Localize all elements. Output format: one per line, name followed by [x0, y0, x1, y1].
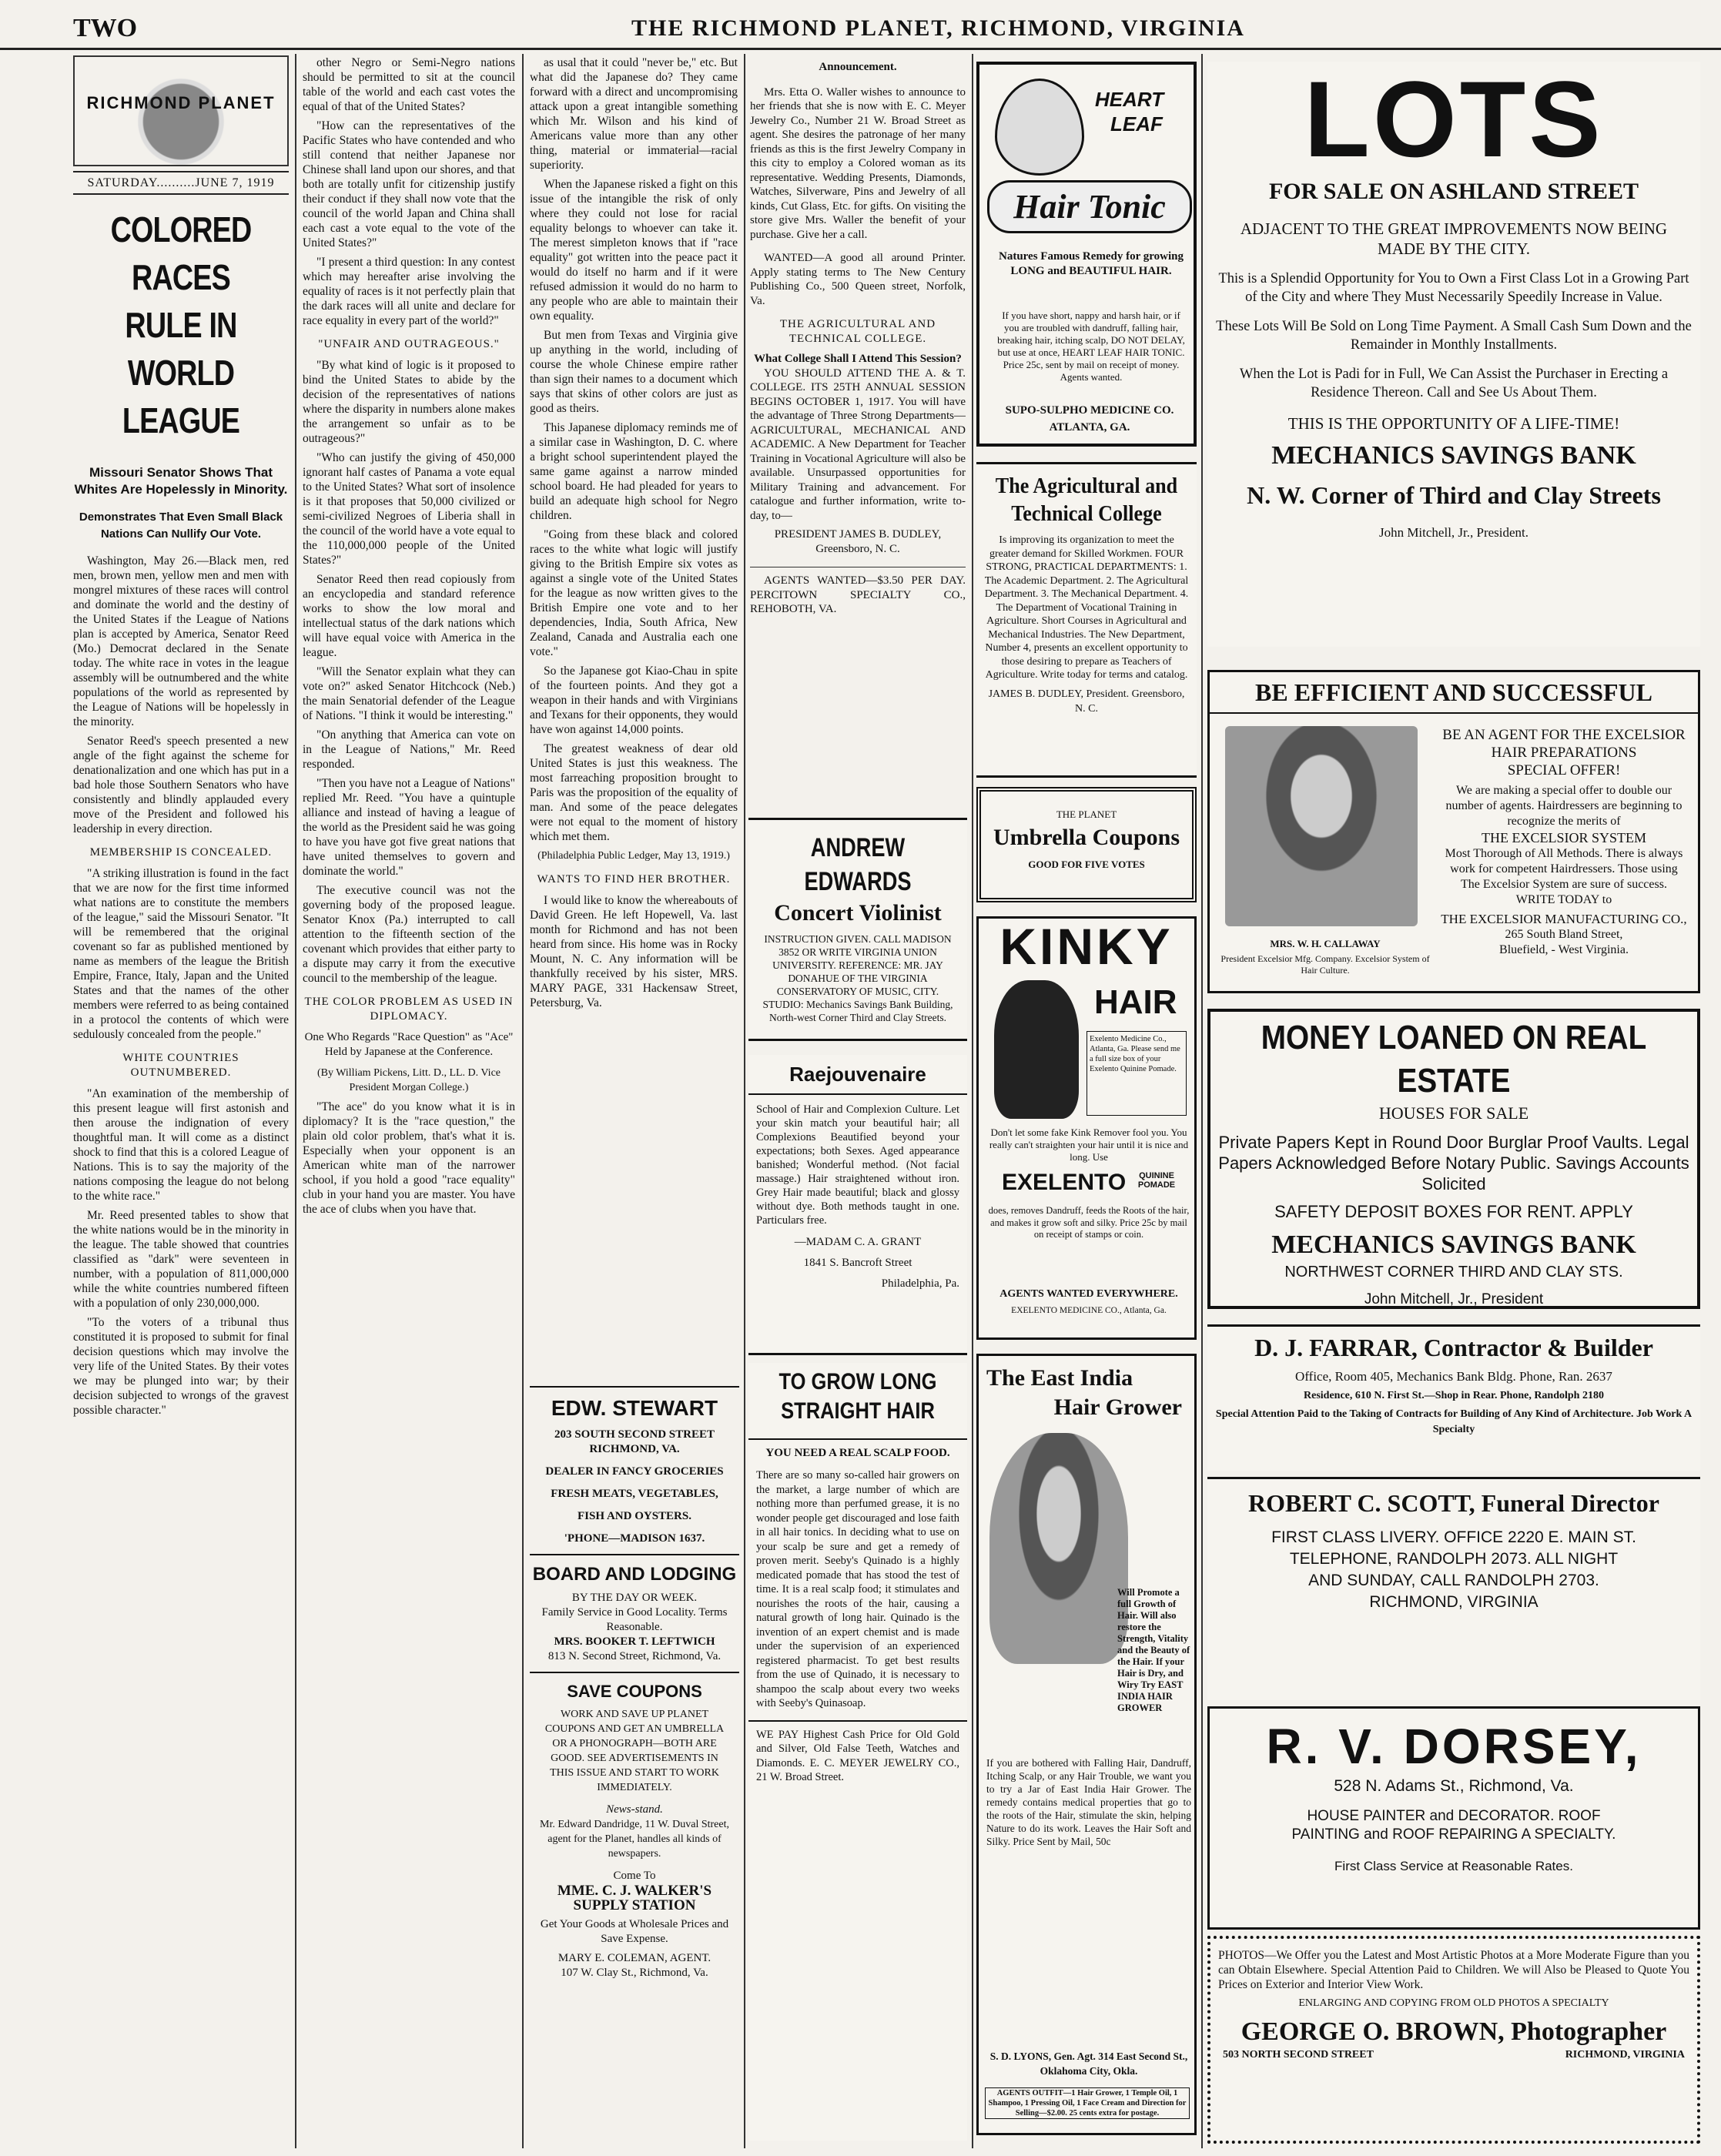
- paragraph: Mrs. Etta O. Waller wishes to announce to her friends that she is now with E. C. Meyer Jewelry Co., Number 21 W. Broad Street as agent. She desires the patronage of her many friends as this is the first Jewelry Company in this city to employ a Colored woman as its representative. Wedding Presents, Diamonds, Watches, Silverware, Pins and Jewelry of all kinds, Cut Glass, Etc. for gifts. On visiting the store give Mrs. Waller the benefit of your purchase. Give her a call.: [750, 85, 966, 241]
- excelsior-ad: [1207, 670, 1700, 993]
- east-india-ad: [976, 1354, 1197, 2135]
- ad-line: Don't let some fake Kink Remover fool you. You really can't straighten your hair until it is nice and long. Use: [989, 1127, 1189, 1163]
- ad-line: —MADAM C. A. GRANT: [794, 1236, 922, 1248]
- ad-line: Family Service in Good Locality. Terms Reasonable.: [541, 1606, 728, 1633]
- portrait-caption: President Excelsior Mfg. Company. Excelsior System of Hair Culture.: [1220, 953, 1430, 976]
- ad-title: BE EFFICIENT AND SUCCESSFUL: [1210, 677, 1698, 714]
- ad-body: does, removes Dandruff, feeds the Roots of the hair, and makes it grow soft and silky. Price 25c by mail on receipt of stamps or coin.: [988, 1205, 1190, 1240]
- subheading: "UNFAIR AND OUTRAGEOUS.": [318, 338, 500, 350]
- deck: Missouri Senator Shows That Whites Are Hopelessly in Minority.: [74, 465, 288, 497]
- paragraph: The executive council was not the governing body of the proposed league. Senator Knox (Pa.) interrupted to call attention to the fifteenth section of the covenant which provides that either party to a dispute may carry it from the executive council to the membership of the league.: [303, 884, 515, 985]
- planet-logo: [73, 55, 289, 166]
- ad-title: GEORGE O. BROWN, Photographer: [1241, 2017, 1667, 2046]
- ad-title: SAVE COUPONS: [567, 1682, 702, 1701]
- deck: Demonstrates That Even Small Black Nations Can Nullify Our Vote.: [79, 511, 283, 541]
- ad-line: John Mitchell, Jr., President.: [1378, 525, 1529, 540]
- ad-line: EXELENTO MEDICINE CO., Atlanta, Ga.: [1011, 1306, 1167, 1315]
- column-rule: [1201, 54, 1203, 2148]
- ad-body: If you are bothered with Falling Hair, Dandruff, Itching Scalp, or any Hair Trouble, we want you to try a Jar of East India Hair Grower. The remedy contains medical properties that go to the roots of the Hair, stimulate the skin, helping Nature to do its work. Leaves the Hair Soft and Silky. Price Sent by Mail, 50c: [986, 1757, 1191, 1847]
- ad-line: AGENTS WANTED EVERYWHERE.: [999, 1288, 1178, 1300]
- edwards-ad: [748, 818, 967, 1041]
- ad-line: John Mitchell, Jr., President: [1364, 1291, 1544, 1307]
- ad-line: ATLANTA, GA.: [1049, 421, 1130, 434]
- ad-line: SPECIAL OFFER!: [1507, 762, 1621, 778]
- column-3-ads: [530, 1386, 739, 2056]
- ad-line: Will Promote a full Growth of Hair. Will also restore the Strength, Vitality and the Beauty of the Hair. If your Hair is Dry, and Wiry Try EAST INDIA HAIR GROWER: [1117, 1587, 1190, 1713]
- ad-footer: WE PAY Highest Cash Price for Old Gold and Silver, Old False Teeth, Watches and Diamonds. E. C. MEYER JEWELRY CO., 21 W. Broad Street.: [748, 1720, 967, 1785]
- ad-line: Most Thorough of All Methods. There is always work for competent Hairdressers. Those using The Excelsior System are sure of success. WRITE TODAY to: [1445, 847, 1683, 906]
- ad-title: BOARD AND LODGING: [532, 1564, 737, 1585]
- ad-line: RICHMOND, VIRGINIA: [1369, 1593, 1539, 1611]
- deck: One Who Regards "Race Question" as "Ace" Held by Japanese at the Conference.: [304, 1031, 514, 1058]
- paragraph: "Will the Senator explain what they can vote on?" asked Senator Hitchcock (Neb.) the main Senatorial defender of the League of Nations. "I think it would be interesting.": [303, 665, 515, 722]
- ad-title: Hair Grower: [1053, 1394, 1182, 1420]
- ad-line: Bluefield, - West Virginia.: [1499, 943, 1629, 956]
- ad-line: These Lots Will Be Sold on Long Time Payment. A Small Cash Sum Down and the Remainder in Monthly Installments.: [1216, 319, 1692, 353]
- ad-title: D. J. FARRAR, Contractor & Builder: [1254, 1334, 1653, 1361]
- ad-line: BY THE DAY OR WEEK.: [571, 1592, 698, 1604]
- ad-title: R. V. DORSEY,: [1266, 1719, 1642, 1774]
- portrait-caption: MRS. W. H. CALLAWAY: [1270, 938, 1381, 949]
- brand-name: Hair Tonic: [987, 180, 1192, 233]
- woman-portrait: [989, 1433, 1128, 1664]
- paragraph: YOU SHOULD ATTEND THE A. & T. COLLEGE. ITS 25TH ANNUAL SESSION BEGINS OCTOBER 1, 1917. You will have the advantage of Three Strong Departments—AGRICULTURAL, MECHANICAL AND ACADEMIC. A New Department for Teacher Training in Vocational Agriculture will also be available. Unsurpassed opportunities for Military Training and advancement. For catalogue and further information, write to-day, to—: [750, 367, 966, 522]
- ad-title: ROBERT C. SCOTT, Funeral Director: [1248, 1489, 1659, 1517]
- paragraph: I would like to know the whereabouts of David Green. He left Hopewell, Va. last month for Richmond and has not been heard from since. His home was in Rocky Mount, N. C. Any information will be thankfully received by his sister, MRS. MARY PAGE, 331 Hackensaw Street, Petersburg, Va.: [530, 894, 738, 1009]
- masthead: [0, 0, 1721, 50]
- newspaper-title: THE RICHMOND PLANET, RICHMOND, VIRGINIA: [631, 15, 1245, 41]
- column-rule: [744, 54, 745, 2148]
- ad-line: TELEPHONE, RANDOLPH 2073. ALL NIGHT: [1289, 1550, 1619, 1568]
- brown-photographer-ad: [1207, 1936, 1700, 2144]
- ad-line: Private Papers Kept in Round Door Burglar Proof Vaults. Legal Papers Acknowledged Before Notary Public. Savings Accounts Solicited: [1218, 1133, 1689, 1194]
- paragraph: other Negro or Semi-Negro nations should be permitted to sit at the council table of the world and each cast votes the equal of that of the United States?: [303, 56, 515, 113]
- ad-line: MRS. BOOKER T. LEFTWICH: [554, 1635, 715, 1648]
- money-loaned-ad: [1207, 1009, 1700, 1309]
- portrait: [1225, 726, 1418, 926]
- paragraph: WANTED—A good all around Printer. Apply stating terms to The New Century Publishing Co., 500 Queen street, Norfolk, Va.: [750, 252, 966, 307]
- ad-title: Umbrella Coupons: [993, 825, 1180, 850]
- ad-line: THIS IS THE OPPORTUNITY OF A LIFE-TIME!: [1287, 414, 1620, 433]
- ad-body: INSTRUCTION GIVEN. CALL MADISON 3852 OR WRITE VIRGINIA UNION UNIVERSITY. REFERENCE: MR. JAY DONAHUE OF THE VIRGINIA CONSERVATORY OF MUSIC, CITY. STUDIO: Mechanics Savings Bank Building, North-west Corner Third and Clay Streets.: [762, 933, 953, 1023]
- headline: COLORED RACES RULE IN WORLD LEAGUE: [110, 209, 252, 440]
- ad-line: 528 N. Adams St., Richmond, Va.: [1334, 1777, 1574, 1795]
- ad-line: 203 SOUTH SECOND STREET: [554, 1428, 715, 1441]
- column-rule: [522, 54, 524, 2148]
- ad-body: [1433, 726, 1695, 958]
- ad-line: First Class Service at Reasonable Rates.: [1334, 1859, 1573, 1873]
- subheading: MEMBERSHIP IS CONCEALED.: [89, 846, 273, 859]
- ad-title: ANDREW EDWARDS: [804, 833, 912, 896]
- order-coupon: Exelento Medicine Co., Atlanta, Ga. Please send me a full size box of your Exelento Quinine Pomade.: [1087, 1031, 1187, 1116]
- ad-line: Natures Famous Remedy for growing LONG and BEAUTIFUL HAIR.: [999, 250, 1184, 277]
- ad-line: When the Lot is Padi for in Full, We Can Assist the Purchaser in Erecting a Residence Thereon. Call and See Us About Them.: [1239, 367, 1669, 400]
- paragraph: "Going from these black and colored races to the white what logic will justify giving to the British Empire six votes as against a single vote of the United States for the league as now written gives to the British Empire one vote and to her dependencies, India, South Africa, New Zealand, Canada and Australia each one vote.": [530, 528, 738, 658]
- ad-line: MARY E. COLEMAN, AGENT.: [557, 1952, 712, 1964]
- ad-line: RICHMOND, VA.: [589, 1443, 680, 1455]
- ad-line: YOU NEED A REAL SCALP FOOD.: [748, 1438, 967, 1461]
- subheading: THE COLOR PROBLEM AS USED IN DIPLOMACY.: [304, 996, 514, 1023]
- ad-title: STRAIGHT HAIR: [781, 1398, 935, 1424]
- dorsey-ad: [1207, 1706, 1700, 1930]
- ag-tech-ad: [976, 462, 1197, 778]
- ad-line: NORTHWEST CORNER THIRD AND CLAY STS.: [1284, 1264, 1623, 1281]
- ad-line: RICHMOND, VIRGINIA: [1565, 2049, 1685, 2061]
- raejouvenaire-ad: [748, 1055, 967, 1355]
- paragraph: But men from Texas and Virginia give up anything in the world, including of course the whole Chinese empire rather than sign their names to a document which says that skins of other colors are just as good as theirs.: [530, 329, 738, 415]
- paragraph: When the Japanese risked a fight on this issue of the intangible the risk of only where they could not lose for racial equality belongs to whoever can take it. The merest simpleton knows that if "race equality" got written into the peace pact it would do itself no harm and if it were refused admission it would do no harm to any people who are able to maintain their own equality.: [530, 178, 738, 323]
- ad-line: ADJACENT TO THE GREAT IMPROVEMENTS NOW BEING MADE BY THE CITY.: [1240, 219, 1668, 258]
- ad-line: Office, Room 405, Mechanics Bank Bldg. Phone, Ran. 2637: [1295, 1369, 1612, 1384]
- paragraph: This Japanese diplomacy reminds me of a similar case in Washington, D. C. where a bright school superintendent played the same game against a narrow minded school board. He had pleaded for years to build an adequate high school for Negro children.: [530, 421, 738, 522]
- paragraph: Washington, May 26.—Black men, red men, brown men, yellow men and men with mongrel mixtures of these races will control and dominate the world and the destiny of the United States if the League of Nations plan is accepted by America, Senator Reed (Mo.) Democrat declared in the Senate today. The white race in votes in the league assembly will be outnumbered and the white populations of the world as represented by the League of Nations will be hopelessly in the minority.: [73, 554, 289, 728]
- ad-title: FOR SALE ON ASHLAND STREET: [1268, 179, 1639, 204]
- heart-leaf-ad: [976, 62, 1197, 447]
- paragraph: The greatest weakness of dear old United States is just this weakness. The most farreaching proposition brought to Paris was the proposition of the equality of man. And some of the peace delegates were not equal to the moment of history which met them.: [530, 742, 738, 843]
- column-1: [73, 55, 289, 2150]
- ad-line: Special Attention Paid to the Taking of Contracts for Building of Any Kind of Architecture. Job Work A Specialty: [1215, 1408, 1693, 1435]
- heart-icon: [995, 79, 1084, 176]
- ad-line: FRESH MEATS, VEGETABLES,: [551, 1488, 718, 1500]
- ad-address-row: [1210, 2049, 1697, 2061]
- ad-line: FISH AND OYSTERS.: [578, 1510, 691, 1522]
- board-ad: [530, 1555, 739, 1673]
- ad-title: The East India: [986, 1365, 1133, 1391]
- source: (Philadelphia Public Ledger, May 13, 1919.): [537, 850, 730, 862]
- ad-title: HAIR: [1094, 983, 1177, 1021]
- ad-title: MONEY LOANED ON REAL ESTATE: [1261, 1019, 1647, 1100]
- ad-title: HEART: [1095, 88, 1164, 111]
- ad-line: BE AN AGENT FOR THE EXCELSIOR HAIR PREPARATIONS: [1442, 727, 1686, 761]
- paragraph: Senator Reed's speech presented a new angle of the fight against the scheme for denationalization and one which has put in a bad hole those Southern Senators who have consistently and blindly applauded every move of the President and followed his leadership in every direction.: [73, 735, 289, 835]
- signature: PRESIDENT JAMES B. DUDLEY, Greensboro, N. C.: [774, 528, 942, 555]
- kinky-hair-ad: [976, 916, 1197, 1340]
- ad-line: THE EXCELSIOR MANUFACTURING CO.,: [1441, 912, 1687, 926]
- ad-body: If you have short, nappy and harsh hair, or if you are troubled with dandruff, falling hair, breaking hair, itching scalp, DO NOT DELAY, but use at once, HEART LEAF HAIR TONIC. Price 25c, sent by mail on receipt of money. Agents wanted.: [997, 310, 1185, 383]
- logo-text: RICHMOND PLANET: [86, 93, 276, 112]
- paragraph: as usal that it could "never be," etc. But what did the Japanese do? They came forward with a direct and uncompromising attack upon a great intangible something which Mr. Wilson and his kind of Americans value more than any other thing, material or immaterial—racial superiority.: [530, 56, 738, 172]
- paragraph: "By what kind of logic is it proposed to bind the United States to abide by the decision of the representatives of nations where the disparity in numbers alone makes the arrangement so unfair as to be outrageous?": [303, 359, 515, 445]
- brand-name: EXELENTO: [1002, 1170, 1127, 1195]
- ad-line: JAMES B. DUDLEY, President. Greensboro, N. C.: [988, 688, 1185, 715]
- woman-portrait: [994, 980, 1079, 1119]
- ad-line: This is a Splendid Opportunity for You to Own a First Class Lot in a Growing Part of the City and where They Must Necessarily Speedily Increase in Value.: [1218, 271, 1689, 305]
- column-rule: [295, 54, 296, 2148]
- ad-line: SUPO-SULPHO MEDICINE CO.: [1005, 404, 1174, 417]
- farrar-ad: [1207, 1324, 1700, 1471]
- ad-line: ENLARGING AND COPYING FROM OLD PHOTOS A SPECIALTY: [1298, 1997, 1609, 2009]
- scott-ad: [1207, 1477, 1700, 1700]
- ad-line: THE EXCELSIOR SYSTEM: [1481, 830, 1646, 845]
- lots-ad: [1207, 62, 1700, 647]
- paragraph: "A striking illustration is found in the fact that we are now for the first time informed what nations are to constitute the members of the league," said the Missouri Senator. "It will be remembered that the original covenant so far as published mentioned by name as members of the league the British Empire, France, Italy, Japan and the United States and that the names of the other members were referred to as being contained in a protocol the contents of which were sedulously concealed from the people.": [73, 867, 289, 1041]
- paragraph: "On anything that America can vote on in the League of Nations," Mr. Reed responded.: [303, 728, 515, 771]
- paragraph: Mr. Reed presented tables to show that the white nations would be in the minority in the league. The table showed that countries classified as "dark" were seventeen in number, with a population of 811,000,000 while the white countries numbered fifteen with a population of only 230,000,000.: [73, 1209, 289, 1310]
- ad-footer: AGENTS OUTFIT—1 Hair Grower, 1 Temple Oil, 1 Shampoo, 1 Pressing Oil, 1 Face Cream and Direction for Selling—$2.00. 25 cents extra for postage.: [985, 2087, 1190, 2119]
- ad-title: EDW. STEWART: [551, 1396, 718, 1420]
- ad-line: MME. C. J. WALKER'S SUPPLY STATION: [557, 1883, 712, 1913]
- grow-hair-ad: [748, 1363, 967, 2141]
- paragraph: "How can the representatives of the Pacific States who have contended and who still contend that neither Japanese nor Chinese shall land upon our shores, and that both are totally unfit for citizenship justify their conduct if they shall now vote that the council of the world Japan and China shall each cast a vote equal to the vote of the United States?": [303, 119, 515, 249]
- ad-line: FIRST CLASS LIVERY. OFFICE 2220 E. MAIN ST.: [1271, 1528, 1636, 1546]
- subheading: WHITE COUNTRIES OUTNUMBERED.: [122, 1052, 239, 1079]
- ad-line: 'PHONE—MADISON 1637.: [564, 1532, 705, 1545]
- ad-title: N. W. Corner of Third and Clay Streets: [1247, 481, 1661, 509]
- dateline: SATURDAY..........JUNE 7, 1919: [73, 171, 289, 195]
- ad-title: LOTS: [1304, 62, 1604, 179]
- ad-line: We are making a special offer to double our number of agents. Hairdressers are beginning to recognize the merits of: [1445, 784, 1682, 828]
- ad-line: Get Your Goods at Wholesale Prices and Save Expense.: [540, 1918, 729, 1945]
- column-rule: [972, 54, 973, 2148]
- ad-line: Come To: [613, 1870, 656, 1882]
- ad-line: SAFETY DEPOSIT BOXES FOR RENT. APPLY: [1274, 1202, 1633, 1221]
- ad-line: Residence, 610 N. First St.—Shop in Rear. Phone, Randolph 2180: [1304, 1390, 1604, 1401]
- ad-line: WORK AND SAVE UP PLANET COUPONS AND GET AN UMBRELLA OR A PHONOGRAPH—BOTH ARE GOOD. SEE ADVERTISEMENTS IN THIS ISSUE AND START TO WORK IMMEDIATELY.: [544, 1709, 725, 1793]
- stewart-ad: [530, 1386, 739, 1555]
- ad-line: DEALER IN FANCY GROCERIES: [545, 1465, 724, 1478]
- brand-subname: QUININE POMADE: [1137, 1171, 1176, 1190]
- paragraph: Senator Reed then read copiously from an encyclopedia and standard reference works to show the low moral and intellectual status of the dark nations which will have equal voice with America in the league.: [303, 573, 515, 659]
- ad-line: 107 W. Clay St., Richmond, Va.: [561, 1967, 708, 1979]
- ad-line: Philadelphia, Pa.: [881, 1277, 959, 1290]
- ad-title: Raejouvenaire: [748, 1061, 967, 1095]
- ad-title: KINKY: [999, 918, 1174, 975]
- subheading: THE AGRICULTURAL AND TECHNICAL COLLEGE.: [779, 318, 936, 345]
- subheading: WANTS TO FIND HER BROTHER.: [537, 873, 731, 886]
- ad-title: The Agricultural and Technical College: [995, 474, 1178, 526]
- ad-body: Is improving its organization to meet the greater demand for Skilled Workmen. FOUR STRONG, PRACTICAL DEPARTMENTS: 1. The Academic Department. 2. The Agricultural Department. 3. The Mechanical Department. 4. The Department of Vocational Training in Agriculture. Short Courses in Agricultural and Mechanical Industries. The New Department, Number 4, presents an excellent opportunity to those desiring to prepare as Teachers of Agriculture. Write today for terms and catalog.: [984, 534, 1189, 681]
- ad-body: There are so many so-called hair growers on the market, a large number of which are nothing more than perfumed grease, it is no wonder people get discouraged and lose faith in all hair tonics. In deciding what to use on your scalp be sure and get a remedy of proven merit. Seeby's Quinado is a highly medicated pomade that has stood the test of time. It is a real scalp food; it stimulates and nourishes the roots of the hair, causing a natural growth of long hair. Quinado is the invention of an expert chemist and is made under the supervision of an experienced registered pharmacist. To get best results from the use of Quinado, it is necessary to shampoo the scalp about every two weeks with Seeby's Quinasoap.: [756, 1469, 959, 1709]
- ad-line: News-stand.: [606, 1803, 663, 1816]
- ad-title: MECHANICS SAVINGS BANK: [1271, 1230, 1636, 1259]
- ad-title: Concert Violinist: [774, 900, 942, 926]
- paragraph: So the Japanese got Kiao-Chau in spite of the fourteen points. And they got a weapon in their hands and with Virginians and Texans for their opponents, they would have won against 14,000 points.: [530, 665, 738, 736]
- paragraph: "The ace" do you know what it is in diplomacy? It is the "race question," the plain old color problem, that's what it is. Especially when your opponent is an American white man of the narrower school, if you hold a good "race equality" club in your hand you are master. You have the ace of clubs when you have that.: [303, 1100, 515, 1216]
- ad-line: 503 NORTH SECOND STREET: [1223, 2049, 1374, 2061]
- subheading: What College Shall I Attend This Session?: [754, 353, 962, 365]
- page-number: TWO: [73, 14, 138, 42]
- ad-line: HOUSE PAINTER and DECORATOR. ROOF PAINTING and ROOF REPAIRING A SPECIALTY.: [1291, 1808, 1616, 1843]
- ad-title: LEAF: [1110, 112, 1163, 136]
- byline: (By William Pickens, Litt. D., LL. D. Vice President Morgan College.): [317, 1067, 501, 1093]
- column-2: [303, 55, 515, 2150]
- ad-line: S. D. LYONS, Gen. Agt. 314 East Second St., Oklahoma City, Okla.: [989, 2051, 1188, 2077]
- ad-line: HOUSES FOR SALE: [1378, 1103, 1529, 1123]
- coupons-ad: [530, 1673, 739, 1988]
- paragraph: "Who can justify the giving of 450,000 ignorant half castes of Panama a vote equal to the United States? What sort of insolence is it that proposes that 50,000 civilized or semi-civilized Negroes of Liberia shall in the council of the world have a vote equal to the 110,000,000 people of the United States?": [303, 451, 515, 567]
- ad-line: THE PLANET: [1056, 808, 1117, 820]
- ad-title: TO GROW LONG: [778, 1369, 937, 1394]
- ad-body: PHOTOS—We Offer you the Latest and Most Artistic Photos at a More Moderate Figure than you can Obtain Elsewhere. Special Attention Paid to Children. We will Also be Pleased to Quote You Prices on Exterior and Interior View Work.: [1218, 1949, 1689, 1991]
- ad-line: 265 South Bland Street,: [1505, 928, 1623, 941]
- ad-line: 1841 S. Bancroft Street: [803, 1257, 912, 1269]
- ad-line: AND SUNDAY, CALL RANDOLPH 2703.: [1308, 1572, 1599, 1589]
- ad-line: 813 N. Second Street, Richmond, Va.: [547, 1650, 722, 1662]
- subheading: Announcement.: [819, 61, 897, 73]
- paragraph: "To the voters of a tribunal thus constituted it is proposed to submit for final decision questions which may involve the very life of the United States. By their votes we may be plunged into war; by their decision subjected to wrongs of the gravest possible character.": [73, 1316, 289, 1417]
- ad-body: School of Hair and Complexion Culture. Let your skin match your beautiful hair; all Complexions Beautified beyond your expectations; both Sexes. Aged appearance banished; Wonderful method. (Not facial massage.) Hair straightened without iron. Grey Hair made beautiful; black and glossy without dye. Both methods taught in one. Particulars free.: [756, 1103, 959, 1227]
- paragraph: "Then you have not a League of Nations" replied Mr. Reed. "You have a quintuple alliance and instead of having a league of the world as the President said he was going to have you have got five great nations that have united themselves to govern and dominate the world.": [303, 777, 515, 878]
- umbrella-coupon: [976, 787, 1197, 902]
- ad-line: GOOD FOR FIVE VOTES: [1028, 859, 1145, 870]
- paragraph: AGENTS WANTED—$3.50 PER DAY. PERCITOWN SPECIALTY CO., REHOBOTH, VA.: [750, 567, 966, 617]
- ad-line: Mr. Edward Dandridge, 11 W. Duval Street, agent for the Planet, handles all kinds of newspapers.: [540, 1819, 729, 1860]
- ad-title: MECHANICS SAVINGS BANK: [1271, 441, 1636, 470]
- paragraph: "I present a third question: In any contest which may hereafter arise involving the equality of races is it not perfectly plain that the dark races will all unite and declare for race equality in every part of the world?": [303, 256, 515, 327]
- paragraph: "An examination of the membership of this present league will first astonish and then arouse the indignation of every thoughtful man. It will come as a distinct shock to find that this is a colored League of Nations. This is to say the majority of the nations composing the league do not belong to the white race.": [73, 1087, 289, 1203]
